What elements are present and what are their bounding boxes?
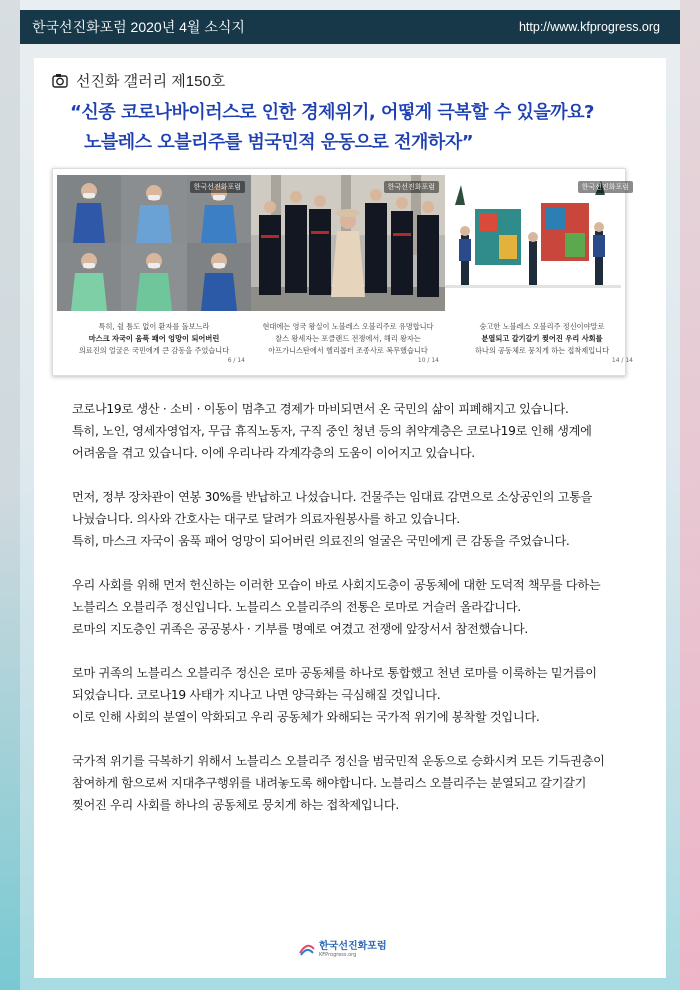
camera-icon <box>52 73 68 88</box>
forum-logo <box>298 940 387 958</box>
newsletter-header <box>20 10 680 44</box>
text-line: 나눴습니다. 의사와 간호사는 대구로 달려가 의료자원봉사를 하고 있습니다. <box>72 512 460 526</box>
puzzle-illustration <box>445 175 639 311</box>
paragraph <box>72 574 632 640</box>
caption-line: 숭고한 노블레스 오블리주 정신이야말로 <box>479 322 605 331</box>
newsletter-title: 한국선진화포럼 2020년 4월 소식지 <box>32 19 245 35</box>
gallery-panel-royal-family <box>251 175 445 367</box>
text-line: 특히, 노인, 영세자영업자, 무급 휴직노동자, 구직 중인 청년 등의 취약계층은 코로나19로 인해 생계에 <box>72 424 592 438</box>
text-line: 특히, 마스크 자국이 움푹 패어 엉망이 되어버린 의료진의 얼굴은 국민에게 큰 감동을 주었습니다. <box>72 534 570 548</box>
slide-counter: 6 / 14 <box>227 357 245 364</box>
text-line: 로마 귀족의 노블리스 오블리주 정신은 로마 공동체를 하나로 통합했고 천년 로마를 이룩하는 밑거름이 <box>72 666 597 680</box>
text-line: 코로나19로 생산 · 소비 · 이동이 멈추고 경제가 마비되면서 온 국민의 삶이 피폐해지고 있습니다. <box>72 402 569 416</box>
slide-counter: 14 / 14 <box>611 357 633 364</box>
royal-family-caption <box>251 321 445 357</box>
left-decorative-border <box>0 0 20 990</box>
right-decorative-border <box>680 0 700 990</box>
text-line: 우리 사회를 위해 먼저 헌신하는 이러한 모습이 바로 사회지도층이 공동체에 대한 도덕적 책무를 다하는 <box>72 578 601 592</box>
caption-line: 의료진의 얼굴은 국민에게 큰 감동을 주었습니다 <box>78 346 230 355</box>
text-line: 국가적 위기를 극복하기 위해서 노블리스 오블리주 정신을 범국민적 운동으로 승화시켜 모든 기득권층이 <box>72 754 605 768</box>
paragraph <box>72 398 632 464</box>
gallery-label <box>52 70 225 91</box>
photo-watermark: 한국선진화포럼 <box>384 181 439 193</box>
paragraph <box>72 486 632 552</box>
caption-line: 현대에는 영국 왕실이 노블레스 오블리주로 유명합니다 <box>262 322 434 331</box>
medical-staff-photo <box>57 175 251 311</box>
text-line: 노블리스 오블리주 정신입니다. 노블리스 오블리주의 전통은 로마로 거슬러 올라갑니다. <box>72 600 521 614</box>
text-line: 되었습니다. 코로나19 사태가 지나고 나면 양극화는 극심해질 것입니다. <box>72 688 441 702</box>
caption-line: 찰스 왕세자는 포클랜드 전쟁에서, 해리 왕자는 <box>275 334 421 343</box>
paragraph <box>72 750 632 816</box>
photo-gallery <box>52 168 633 376</box>
caption-line: 분열되고 갈기갈기 찢어진 우리 사회를 <box>481 334 603 343</box>
royal-family-photo <box>251 175 445 311</box>
text-line: 어려움을 겪고 있습니다. 이에 우리나라 각계각층의 도움이 이어지고 있습니다. <box>72 446 475 460</box>
caption-line: 아프가니스탄에서 헬리콥터 조종사로 복무했습니다 <box>268 346 428 355</box>
logo-mark-icon <box>298 940 316 958</box>
gallery-panel-illustration <box>445 175 639 367</box>
slide-counter: 10 / 14 <box>417 357 439 364</box>
photo-watermark: 한국선진화포럼 <box>578 181 633 193</box>
photo-watermark: 한국선진화포럼 <box>190 181 245 193</box>
headline-line-1: “신종 코로나바이러스로 인한 경제위기, 어떻게 극복할 수 있을까요? <box>70 102 594 123</box>
caption-line: 하나의 공동체로 뭉치게 하는 접착제입니다 <box>474 346 610 355</box>
text-line: 참여하게 함으로써 지대추구행위를 내려놓도록 해야합니다. 노블리스 오블리주는 분열되고 갈기갈기 <box>72 776 587 790</box>
paragraph <box>72 662 632 728</box>
article-body <box>72 398 632 838</box>
text-line: 찢어진 우리 사회를 하나의 공동체로 뭉치게 하는 접착제입니다. <box>72 798 399 812</box>
logo-subtext: KFProgress.org <box>319 951 357 958</box>
website-link[interactable]: http://www.kfprogress.org <box>518 20 660 34</box>
illustration-caption <box>445 321 639 357</box>
logo-text: 한국선진화포럼 <box>319 940 387 952</box>
text-line: 이로 인해 사회의 분열이 악화되고 우리 공동체가 와해되는 국가적 위기에 봉착할 것입니다. <box>72 710 540 724</box>
caption-line: 마스크 자국이 움푹 패어 엉망이 되어버린 <box>88 334 220 343</box>
gallery-issue-title: 선진화 갤러리 제150호 <box>76 73 226 90</box>
medical-staff-caption <box>57 321 251 357</box>
gallery-panel-medical-staff <box>57 175 251 367</box>
text-line: 로마의 지도층인 귀족은 공공봉사 · 기부를 명예로 여겼고 전쟁에 앞장서서 참전했습니다. <box>72 622 528 636</box>
text-line: 먼저, 정부 장차관이 연봉 30%를 반납하고 나섰습니다. 건물주는 임대료 감면으로 소상공인의 고통을 <box>72 490 593 504</box>
caption-line: 특히, 쉴 틈도 없이 환자를 돌보느라 <box>98 322 210 331</box>
headline-line-2: 노블레스 오블리주를 범국민적 운동으로 전개하자” <box>84 132 474 153</box>
headline <box>70 98 650 158</box>
